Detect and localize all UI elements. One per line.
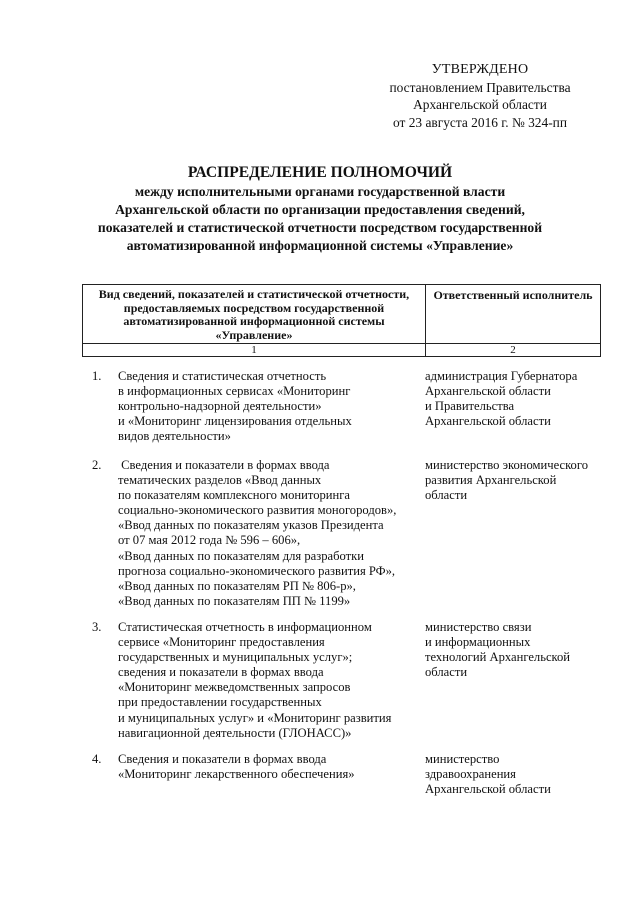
row-responsible — [425, 458, 615, 503]
column-number: 1 — [83, 344, 426, 357]
row-number: 2. — [92, 458, 102, 472]
row-description — [118, 620, 418, 741]
row-number: 4. — [92, 752, 102, 766]
description-line: «Ввод данных по показателям указов Президента — [118, 518, 384, 533]
row-description — [118, 752, 418, 782]
approval-line: постановлением Правительства — [389, 79, 571, 95]
table-header-row — [83, 285, 601, 344]
row-responsible — [425, 752, 615, 797]
description-line: от 07 мая 2012 года № 596 – 606», — [118, 533, 301, 548]
row-description — [118, 369, 418, 444]
approval-line: от 23 августа 2016 г. № 324-пп — [393, 114, 567, 130]
document-subtitle-line: автоматизированной информационной системы «Управление» — [126, 238, 514, 253]
description-line: «Ввод данных по показателям РП № 806-р», — [118, 578, 356, 593]
description-line: Статистическая отчетность в информационном — [118, 620, 372, 634]
description-line: видов деятельности» — [118, 429, 231, 444]
responsible-line: Архангельской области — [425, 414, 551, 429]
description-line: «Мониторинг лекарственного обеспечения» — [118, 767, 355, 782]
table-header — [82, 284, 601, 357]
column-header-line: Вид сведений, показателей и статистической отчетности, — [98, 287, 410, 301]
column-header-line: автоматизированной информационной системы — [123, 314, 385, 328]
document-title: РАСПРЕДЕЛЕНИЕ ПОЛНОМОЧИЙ — [187, 164, 453, 181]
description-line: «Ввод данных по показателям для разработки — [118, 548, 364, 563]
description-line: сведения и показатели в формах ввода — [118, 665, 324, 680]
responsible-line: области — [425, 665, 468, 680]
description-line: Сведения и показатели в формах ввода — [118, 752, 327, 766]
description-line: «Ввод данных по показателям ПП № 1199» — [118, 593, 351, 608]
row-responsible — [425, 369, 615, 429]
row-responsible — [425, 620, 615, 680]
description-line: прогноза социально-экономического развития РФ», — [118, 563, 396, 578]
responsible-line: администрация Губернатора — [425, 369, 578, 383]
responsible-line: Архангельской области — [425, 782, 551, 797]
document-subtitle-line: показателей и статистической отчетности посредством государственной — [97, 220, 543, 235]
approval-heading: УТВЕРЖДЕНО — [431, 62, 529, 77]
description-line: при предоставлении государственных — [118, 695, 322, 710]
description-line: по показателям комплексного мониторинга — [118, 488, 351, 503]
description-line: социально-экономического развития моногородов», — [118, 503, 397, 518]
responsible-line: министерство экономического — [425, 458, 589, 472]
description-line: Сведения и статистическая отчетность — [118, 369, 327, 383]
responsible-line: развития Архангельской — [425, 473, 557, 488]
responsible-line: и Правительства — [425, 399, 515, 414]
responsible-line: министерство — [425, 752, 500, 766]
approval-line: Архангельской области — [413, 97, 547, 112]
description-line: «Мониторинг межведомственных запросов — [118, 680, 351, 695]
description-line: навигационной деятельности (ГЛОНАСС)» — [118, 725, 352, 740]
document-subtitle-line: Архангельской области по организации предоставления сведений, — [115, 202, 525, 217]
column-header-responsible: Ответственный исполнитель — [426, 285, 601, 344]
column-header-line: предоставляемых посредством государственной — [123, 300, 385, 315]
column-header-line: «Управление» — [215, 327, 293, 342]
responsible-line: и информационных — [425, 635, 531, 650]
responsible-line: здравоохранения — [425, 767, 516, 782]
description-line: в информационных сервисах «Мониторинг — [118, 384, 351, 399]
description-line: и муниципальных услуг» и «Мониторинг развития — [118, 710, 392, 725]
responsible-line: области — [425, 488, 468, 503]
document-subtitle-line: между исполнительными органами государственной власти — [134, 184, 506, 199]
document-title-block — [50, 163, 590, 255]
column-header-type — [83, 285, 426, 344]
row-number: 3. — [92, 620, 102, 634]
description-line: тематических разделов «Ввод данных — [118, 473, 322, 488]
description-line: сервисе «Мониторинг предоставления — [118, 635, 325, 650]
description-line: и «Мониторинг лицензирования отдельных — [118, 414, 352, 429]
description-line: контрольно-надзорной деятельности» — [118, 399, 322, 414]
row-number: 1. — [92, 369, 102, 383]
responsible-line: технологий Архангельской — [425, 650, 571, 665]
approval-block — [360, 61, 600, 131]
column-number-row — [83, 344, 601, 357]
responsible-line: Архангельской области — [425, 384, 551, 399]
column-number: 2 — [426, 344, 601, 357]
row-description — [118, 458, 418, 609]
description-line: Сведения и показатели в формах ввода — [118, 458, 330, 472]
description-line: государственных и муниципальных услуг»; — [118, 650, 353, 665]
responsible-line: министерство связи — [425, 620, 532, 634]
